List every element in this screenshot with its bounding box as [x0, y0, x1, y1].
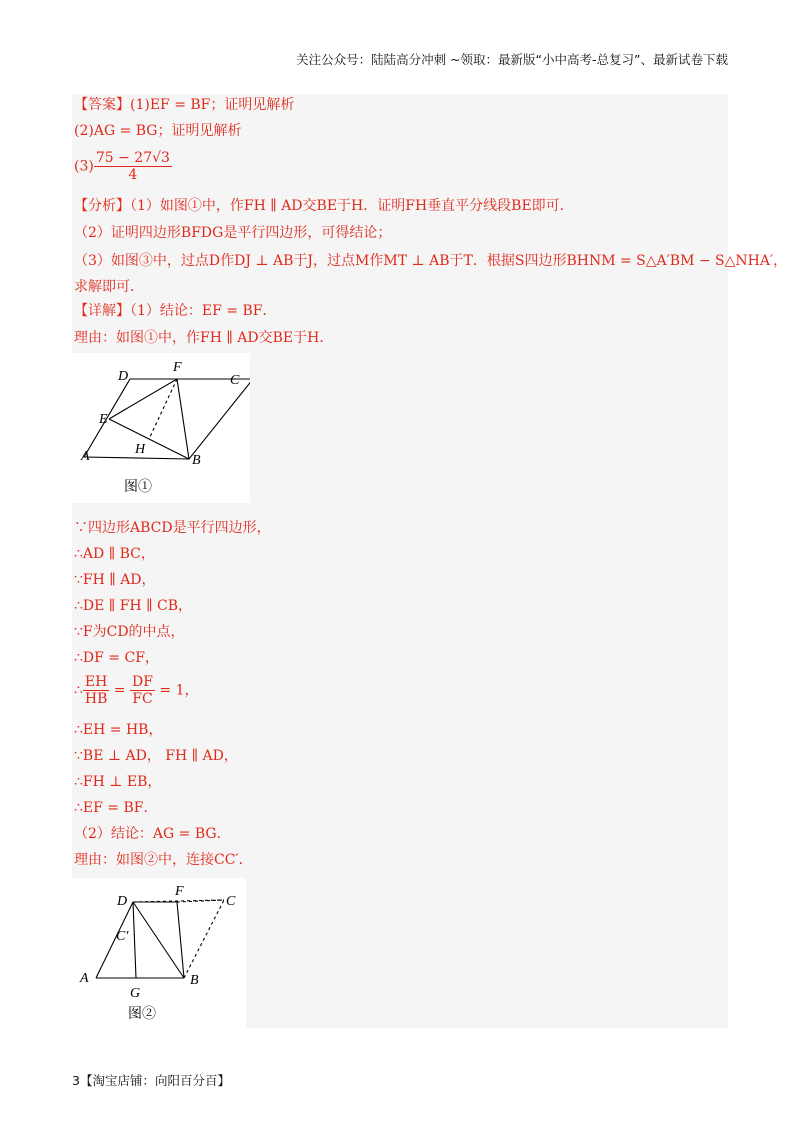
fig2-segment-FB — [177, 902, 184, 978]
answer-line-2: (2)AG = BG；证明见解析 — [74, 123, 242, 139]
proof-line-12: （2）结论：AG = BG． — [74, 826, 231, 842]
proof-7-numerator-1: EH — [84, 674, 108, 690]
fig2-caption: 图② — [128, 1007, 156, 1022]
figure-1 — [72, 353, 250, 503]
fig1-label-D: D — [118, 369, 129, 384]
answer-3-fraction — [94, 150, 172, 183]
proof-line-7 — [74, 674, 199, 707]
proof-7-suffix: = 1， — [154, 682, 199, 699]
proof-line-6: ∴DF = CF， — [74, 650, 159, 666]
proof-line-9: ∵BE ⊥ AD， FH ∥ AD， — [74, 748, 238, 764]
fig1-label-B: B — [192, 453, 201, 468]
answer-line-3 — [74, 150, 172, 183]
fig1-parallelogram — [84, 379, 250, 459]
proof-line-8: ∴EH = HB， — [74, 722, 163, 738]
detail-line-2: 理由：如图①中，作FH ∥ AD交BE于H． — [74, 330, 334, 346]
fig2-label-D: D — [117, 894, 128, 909]
answer-3-prefix: (3) — [74, 158, 94, 175]
fig2-label-A: A — [80, 971, 89, 986]
fig1-label-F: F — [173, 360, 182, 375]
proof-line-2: ∴AD ∥ BC， — [74, 546, 155, 562]
fig1-label-E: E — [99, 412, 108, 427]
fig2-label-G: G — [130, 986, 141, 1001]
figure-1-diagram — [72, 353, 250, 503]
figure-2-diagram — [72, 878, 246, 1028]
fig1-label-H: H — [135, 442, 146, 457]
fig2-dashed-BC — [184, 900, 224, 978]
fig2-label-Cprime: C′ — [116, 929, 129, 944]
analysis-line-4: 求解即可． — [74, 279, 144, 295]
fig1-label-C: C — [230, 373, 240, 388]
fig1-segment-FH — [149, 379, 177, 439]
answer-line-1: 【答案】(1)EF = BF；证明见解析 — [74, 97, 295, 113]
answer-3-denominator: 4 — [128, 167, 138, 183]
analysis-line-1: 【分析】（1）如图①中，作FH ∥ AD交BE于H．证明FH垂直平分线段BE即可． — [74, 198, 574, 214]
proof-7-numerator-2: DF — [132, 674, 153, 690]
figure-2 — [72, 878, 246, 1028]
proof-line-11: ∴EF = BF． — [74, 800, 158, 816]
detail-line-1: 【详解】（1）结论：EF = BF． — [74, 303, 277, 319]
fig1-segment-EF — [109, 379, 177, 419]
fig2-label-F: F — [175, 884, 184, 899]
proof-7-fraction-1 — [83, 674, 109, 707]
fig2-segment-DG — [133, 902, 136, 978]
analysis-line-2: （2）证明四边形BFDG是平行四边形，可得结论； — [74, 225, 392, 241]
proof-7-denominator-1: HB — [84, 691, 108, 707]
fig2-label-C: C — [226, 894, 236, 909]
answer-3-numerator: 75 − 27√3 — [95, 150, 170, 166]
fig1-caption: 图① — [124, 480, 152, 495]
proof-7-equals: = — [109, 682, 130, 699]
proof-line-5: ∵F为CD的中点， — [74, 624, 185, 640]
proof-7-fraction-2 — [130, 674, 155, 707]
fig1-label-A: A — [81, 449, 90, 464]
fig1-segment-FB — [177, 379, 189, 459]
proof-7-prefix: ∴ — [74, 682, 83, 699]
proof-line-13: 理由：如图②中，连接CC′． — [74, 852, 253, 868]
fig2-segment-DB — [133, 902, 184, 978]
fig2-label-B: B — [190, 973, 199, 988]
page-footer: 3【淘宝店铺：向阳百分百】 — [72, 1073, 230, 1088]
proof-line-3: ∵FH ∥ AD， — [74, 572, 156, 588]
proof-line-4: ∴DE ∥ FH ∥ CB， — [74, 598, 193, 614]
proof-7-denominator-2: FC — [132, 691, 153, 707]
page-header: 关注公众号：陆陆高分冲刺 ~领取：最新版“小中高考-总复习”、最新试卷下载 — [296, 52, 728, 67]
proof-line-10: ∴FH ⊥ EB， — [74, 774, 162, 790]
proof-line-1: ∵四边形ABCD是平行四边形， — [74, 520, 271, 536]
analysis-line-3: （3）如图③中，过点D作DJ ⊥ AB于J，过点M作MT ⊥ AB于T．根据S四边形BHNM = S△A′BM − S△NHA′， — [74, 253, 788, 269]
